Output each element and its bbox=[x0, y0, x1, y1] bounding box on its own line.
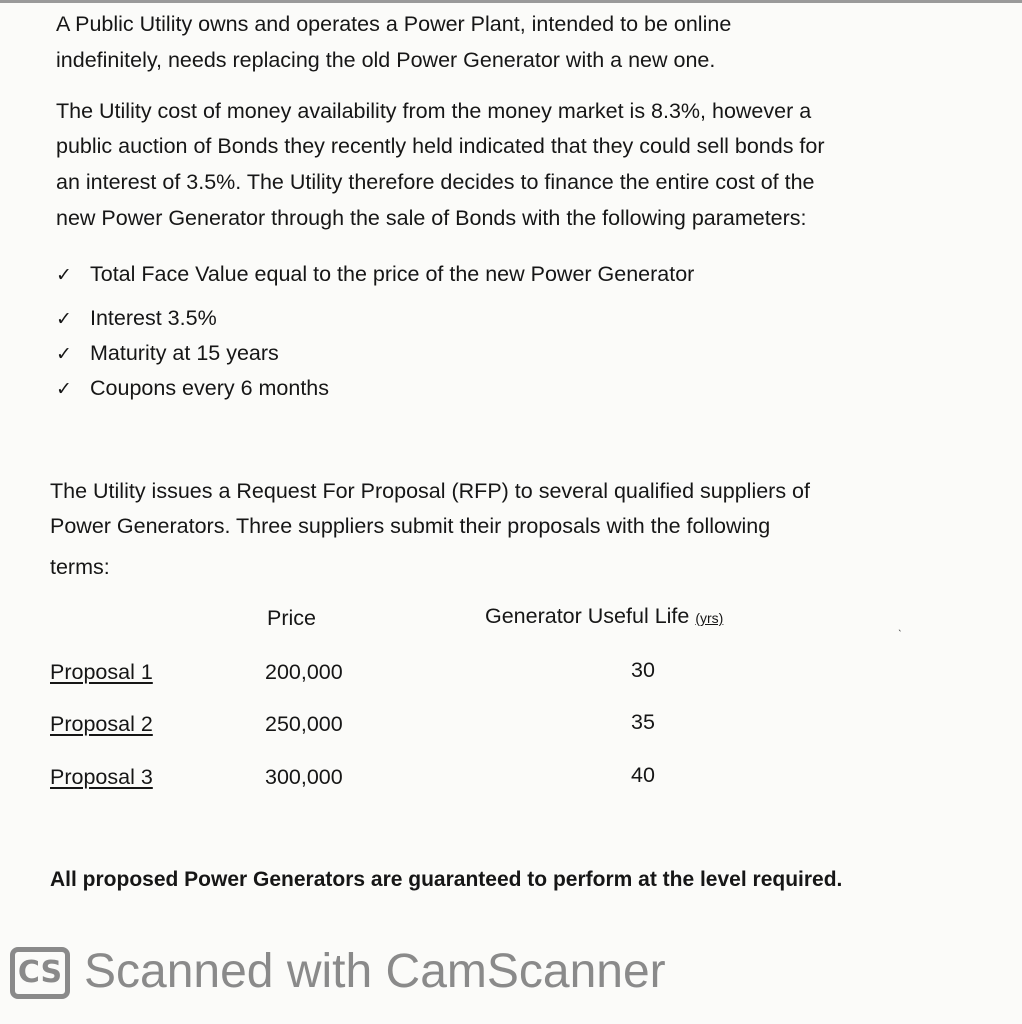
check-icon: ✓ bbox=[56, 308, 72, 330]
proposal-life: 30 bbox=[631, 658, 655, 682]
stray-pen-mark: ˎ bbox=[898, 618, 902, 632]
parameter-item: ✓ Interest 3.5% bbox=[56, 306, 217, 330]
life-column-header: Generator Useful Life (yrs) bbox=[485, 604, 724, 628]
proposal-price: 200,000 bbox=[265, 660, 343, 684]
bonds-line-4: new Power Generator through the sale of Bonds with the following parameters: bbox=[56, 206, 807, 230]
check-icon: ✓ bbox=[56, 343, 72, 365]
proposal-label: Proposal 2 bbox=[50, 712, 153, 736]
proposal-price: 300,000 bbox=[265, 765, 343, 789]
rfp-line-2: Power Generators. Three suppliers submit their proposals with the following bbox=[50, 514, 771, 538]
parameter-item: ✓ Total Face Value equal to the price of the new Power Generator bbox=[56, 262, 695, 286]
life-unit: (yrs) bbox=[695, 610, 724, 626]
proposal-life: 35 bbox=[631, 710, 655, 734]
rfp-line-3: terms: bbox=[50, 555, 110, 579]
intro-line-1: A Public Utility owns and operates a Power Plant, intended to be online bbox=[56, 12, 732, 36]
proposal-price: 250,000 bbox=[265, 712, 343, 736]
bonds-line-3: an interest of 3.5%. The Utility therefore decides to finance the entire cost of the bbox=[56, 170, 815, 194]
scan-edge bbox=[0, 0, 1022, 3]
intro-line-2: indefinitely, needs replacing the old Power Generator with a new one. bbox=[56, 48, 716, 72]
check-icon: ✓ bbox=[56, 264, 72, 286]
proposal-label: Proposal 3 bbox=[50, 765, 153, 789]
bonds-line-2: public auction of Bonds they recently held indicated that they could sell bonds for bbox=[56, 134, 825, 158]
guarantee-note: All proposed Power Generators are guaranteed to perform at the level required. bbox=[50, 868, 843, 891]
rfp-line-1: The Utility issues a Request For Proposal (RFP) to several qualified suppliers of bbox=[50, 479, 810, 503]
check-icon: ✓ bbox=[56, 378, 72, 400]
camscanner-watermark: Scanned with CamScanner bbox=[84, 945, 666, 998]
proposal-life: 40 bbox=[631, 763, 655, 787]
camscanner-logo: CS bbox=[10, 947, 70, 999]
price-column-header: Price bbox=[267, 606, 316, 630]
parameter-item: ✓ Maturity at 15 years bbox=[56, 341, 279, 365]
bonds-line-1: The Utility cost of money availability from the money market is 8.3%, however a bbox=[56, 99, 812, 123]
proposal-label: Proposal 1 bbox=[50, 660, 153, 684]
parameter-item: ✓ Coupons every 6 months bbox=[56, 376, 330, 400]
